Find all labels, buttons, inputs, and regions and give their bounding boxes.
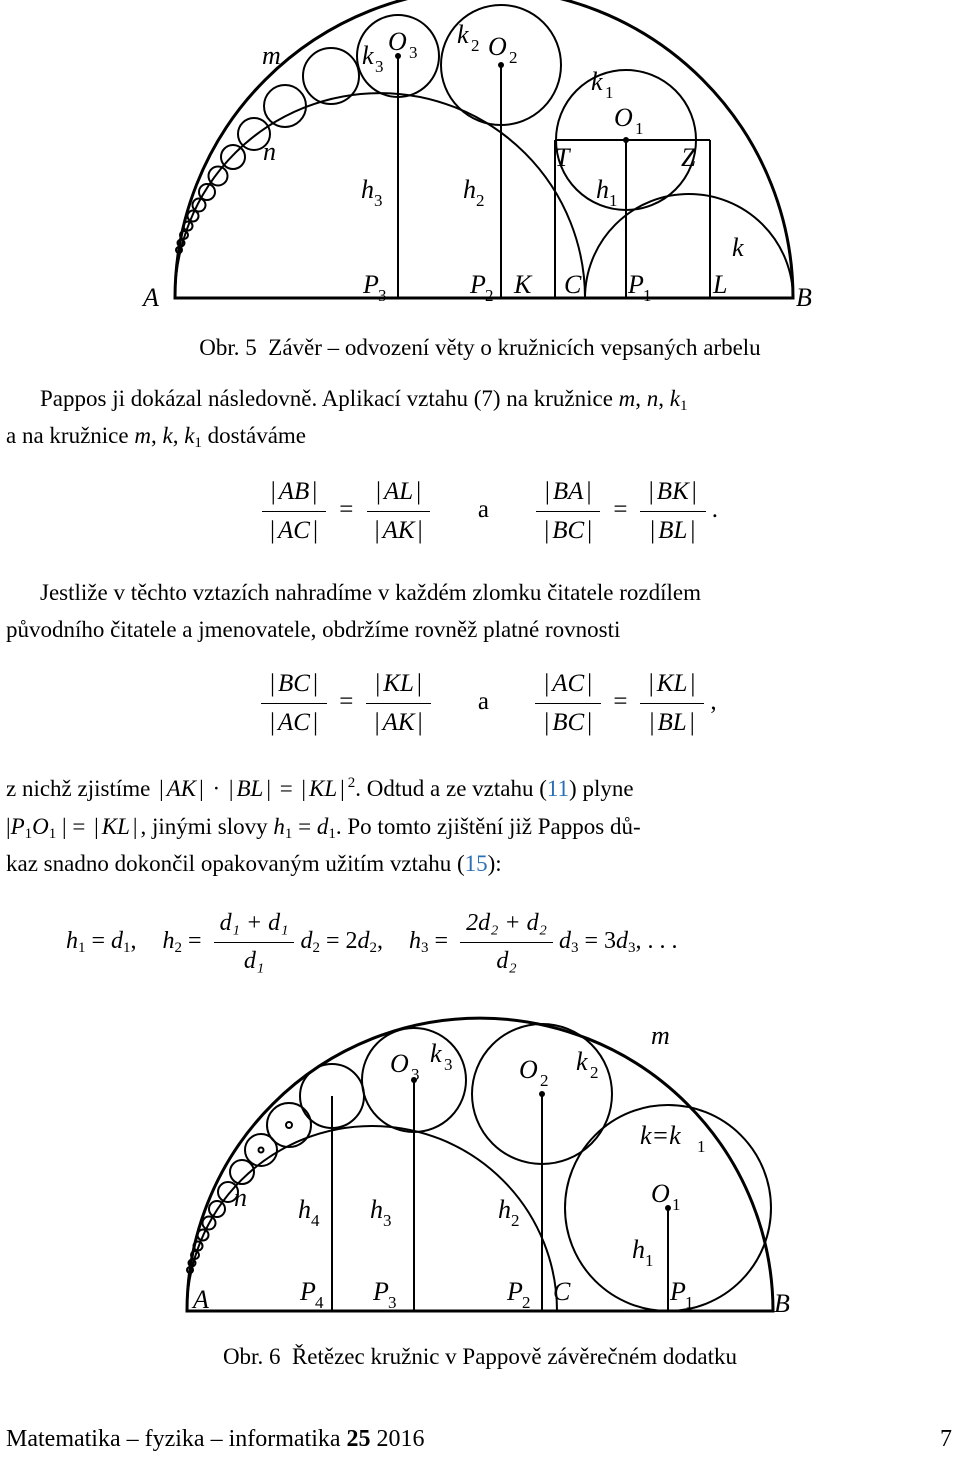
text: = 3 [578,928,617,955]
var-m: m [134,423,151,448]
label-O2: O [519,1055,538,1084]
numerator: | AL | [367,478,430,512]
subscript: 1 [194,435,202,451]
label-k1-sub: 1 [605,83,614,102]
text: , [635,386,647,411]
text: = [428,928,455,955]
paragraph-line [6,423,306,449]
paragraph-line [6,776,634,802]
numerator: | AB | [262,478,327,512]
label-h2: h [463,175,476,204]
subscript: 2 [369,940,378,957]
label-O3: O [388,27,407,56]
label-P1-sub: 1 [685,1293,694,1312]
label-O2-sub: 2 [540,1071,549,1090]
label-h3-sub: 3 [383,1211,392,1230]
superscript: 2 [347,775,356,791]
text: z nichž zjistíme [6,776,157,801]
subscript: 2 [174,940,183,957]
var-d: d [558,928,571,955]
var-d: d [111,928,124,955]
punctuation: . [711,496,719,524]
label-P4: P [300,1277,316,1306]
label-h4-sub: 4 [311,1211,320,1230]
paragraph-line [40,386,688,412]
label-O1: O [651,1179,670,1208]
text: , [172,423,185,448]
fraction [261,670,327,737]
chain-circle [245,1134,277,1166]
label-m: m [262,41,281,70]
equals: = [613,688,628,716]
fraction [214,910,295,975]
fraction [640,478,706,545]
label-P2-sub: 2 [522,1293,531,1312]
label-k: k [732,233,744,262]
fraction [640,670,705,737]
label-h3-sub: 3 [374,191,383,210]
var-k: k [669,386,680,411]
figure-5-caption [0,335,960,361]
subscript: 1 [24,826,33,842]
expr-AK: | AK | [156,776,207,801]
label-B: B [796,283,812,312]
label-O3-sub: 3 [411,1065,420,1084]
fraction [366,478,432,545]
var-h: h [66,928,78,955]
text: = [182,928,208,955]
label-P3: P [363,270,379,299]
var-k1: k [184,423,195,448]
var-O: O [32,814,49,839]
caption-text: Závěr – odvození věty o kružnicích vepsaných arbelu [268,335,761,360]
text: , [377,928,384,955]
label-k3-sub: 3 [444,1055,453,1074]
numerator: | BC | [261,670,327,704]
label-k2: k [576,1047,588,1076]
label-k-k1: k=k [640,1121,681,1150]
var-h: h [409,928,422,955]
text: = [292,814,317,839]
equals: = [613,496,628,524]
denominator: | AK | [366,704,432,737]
volume: 25 [346,1426,371,1452]
subscript: 3 [628,940,636,957]
label-P4-sub: 4 [315,1293,324,1312]
var-d: d [300,928,313,955]
numerator: | AC | [535,670,601,704]
numerator: | KL | [366,670,431,704]
text: . Po tomto zjištění již Pappos dů- [335,814,641,839]
label-h1-sub: 1 [609,191,618,210]
label-k3-sub: 3 [375,57,384,76]
text: . Odtud a ze vztahu ( [355,776,547,801]
label-k-k1-sub: 1 [697,1137,706,1156]
figure-6-caption [0,1344,960,1370]
chain-circle [221,145,245,169]
page-number: 7 [940,1426,952,1452]
point-O1 [623,137,629,143]
text: , [658,386,670,411]
caption-text: Řetězec kružnic v Pappově závěrečném dodatku [291,1344,738,1369]
label-k3: k [362,41,374,70]
denominator: | BC | [535,512,601,545]
subscript: 1 [680,398,688,414]
text: ): [487,851,502,876]
label-P3-sub: 3 [378,286,387,305]
var-d: d [316,814,329,839]
equation-1 [255,478,718,545]
label-O1-sub: 1 [672,1195,681,1214]
subscript: 1 [284,826,293,842]
numerator: d₁ + d₁ [214,910,295,943]
label-P3: P [373,1277,389,1306]
equation-2 [255,670,717,737]
chain-circle [209,167,228,186]
label-O3: O [390,1049,409,1078]
var-h: h [273,814,285,839]
label-h1: h [596,175,609,204]
center-mark [286,1122,292,1128]
equals: = [339,496,354,524]
label-h4: h [298,1195,311,1224]
text: · [206,776,226,801]
label-P1: P [670,1277,686,1306]
label-T: T [555,143,570,172]
denominator: | AC | [261,704,327,737]
caption-prefix: Obr. 6 [222,1344,281,1369]
label-L: L [713,270,728,299]
label-Z: Z [681,143,696,172]
denominator: | AK | [366,512,432,545]
label-k2-sub: 2 [590,1063,599,1082]
text: , [130,928,137,955]
figure-5 [0,0,960,330]
fraction [535,478,601,545]
text: = [273,776,299,801]
label-h2-sub: 2 [476,191,485,210]
text: dostáváme [201,423,307,448]
label-h3: h [370,1195,383,1224]
text: a na kružnice [6,423,135,448]
point-O2 [539,1091,545,1097]
fraction [366,670,432,737]
text: = [85,928,112,955]
label-A: A [193,1285,209,1314]
label-P2: P [470,270,486,299]
label-O3-sub: 3 [409,43,418,62]
paragraph-line: $|P_1O_1$ | = | KL | , jinými slovy $h_1 = d_1$. Po tomto zjištění již Pappos dů- [6,814,641,840]
var-h: h [162,928,175,955]
subscript: 1 [48,826,57,842]
var-m: m [618,386,636,411]
paragraph-line: Jestliže v těchto vztazích nahradíme v každém zlomku čitatele rozdílem [40,580,701,605]
subscript: 1 [328,826,336,842]
caption-prefix: Obr. 5 [199,335,257,360]
fraction [460,910,553,975]
numerator: | KL | [640,670,705,704]
label-P3-sub: 3 [388,1293,397,1312]
denominator: | BL | [641,512,704,545]
label-k2: k [457,20,469,49]
subscript: 2 [312,940,320,957]
journal-name: Matematika – fyzika – informatika [6,1426,347,1452]
expr-KL: | KL | [91,814,140,839]
chain-circle [264,85,306,127]
label-h3: h [361,175,374,204]
var-d: d [357,928,370,955]
equals: = [339,688,354,716]
label-B: B [774,1289,790,1318]
paragraph-line: původního čitatele a jmenovatele, obdržíme rovněž platné rovnosti [6,617,621,642]
denominator: d₂ [496,948,517,974]
label-h2-sub: 2 [511,1211,520,1230]
conjunction: a [477,496,489,524]
label-h2: h [498,1195,511,1224]
punctuation: , [710,688,717,716]
var-d: d [616,928,629,955]
text: , jinými slovy [140,814,274,839]
text: kaz snadno dokončil opakovaným užitím vztahu ( [6,851,465,876]
label-O1-sub: 1 [635,119,644,138]
label-P1: P [628,270,644,299]
label-h1: h [632,1235,645,1264]
var-k: k [162,423,173,448]
figure-6 [0,1010,960,1340]
fraction [535,670,601,737]
numerator: | BK | [640,478,706,512]
text: = 2 [319,928,358,955]
label-m: m [651,1021,670,1050]
text: ) plyne [569,776,634,801]
ref-15[interactable]: 15 [464,851,488,876]
expr-KL: | KL | [298,776,347,801]
label-O2-sub: 2 [509,48,518,67]
label-A: A [143,283,159,312]
ref-11[interactable]: 11 [546,776,570,801]
denominator: | BC | [535,704,601,737]
denominator: | BL | [640,704,703,737]
label-K: K [514,270,532,299]
label-O1: O [614,103,633,132]
subscript: 1 [123,940,131,957]
denominator: d₁ [243,948,265,974]
label-P1-sub: 1 [643,286,652,305]
fraction [261,478,327,545]
numerator: 2d₂ + d₂ [460,910,553,943]
subscript: 3 [421,940,429,957]
subscript: 3 [570,940,579,957]
point-O2 [498,62,504,68]
conjunction: a [477,688,489,716]
label-C: C [564,270,582,299]
var-n: n [646,386,659,411]
footer-journal [6,1426,425,1453]
expr-BL: | BL | [226,776,274,801]
equation-3 [66,910,678,975]
text: , [150,423,163,448]
label-C: C [553,1277,571,1306]
label-k3: k [430,1039,442,1068]
label-O2: O [488,32,507,61]
paragraph-line [6,851,502,877]
label-n: n [234,1183,247,1212]
label-k2-sub: 2 [471,36,480,55]
center-mark [259,1148,264,1153]
label-h1-sub: 1 [645,1251,654,1270]
year: 2016 [370,1426,425,1452]
label-P2-sub: 2 [485,286,494,305]
label-k1: k [591,67,603,96]
numerator: | BA | [536,478,601,512]
subscript: 1 [78,940,86,957]
text: Pappos ji dokázal následovně. Aplikací vztahu (7) na kružnice [40,386,619,411]
denominator: | AC | [261,512,327,545]
label-P2: P [507,1277,523,1306]
label-n: n [263,137,276,166]
text: = [66,814,92,839]
var-P: P [10,814,25,839]
chain-circle [303,48,359,104]
text: , . . . [635,928,678,955]
